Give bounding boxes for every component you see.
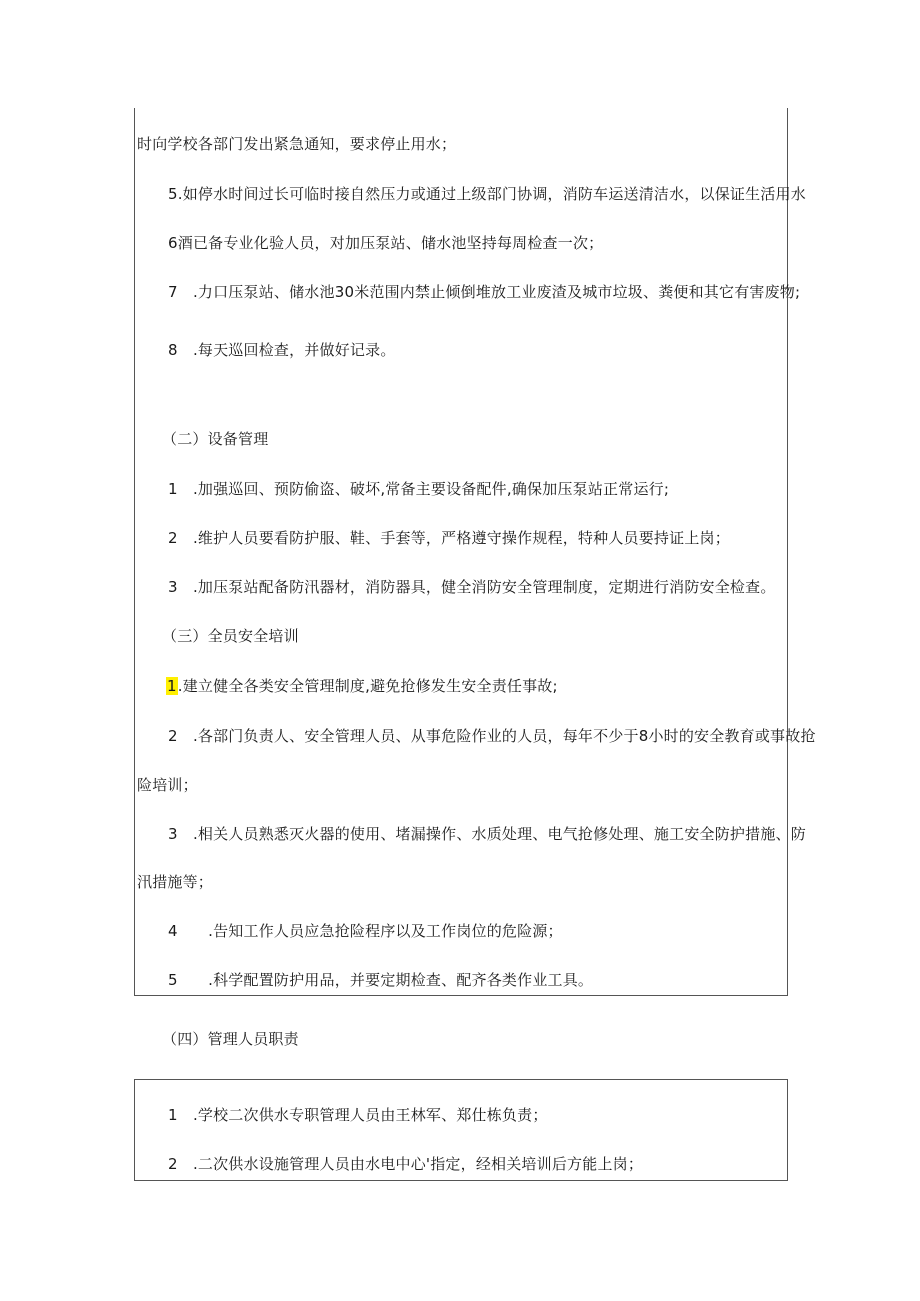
- list-item: 5.如停水时间过长可临时接自然压力或通过上级部门协调，消防车运送清洁水，以保证生活用水: [168, 185, 806, 203]
- list-item: 8 .每天巡回检查，并做好记录。: [168, 341, 396, 359]
- list-item: 3 .相关人员熟悉灭火器的使用、堵漏操作、水质处理、电气抢修处理、施工安全防护措施、防: [168, 825, 806, 843]
- list-item: 3 .加压泵站配备防汛器材，消防器具，健全消防安全管理制度，定期进行消防安全检查。: [168, 578, 776, 596]
- list-item: 2 .各部门负责人、安全管理人员、从事危险作业的人员，每年不少于8小时的安全教育或事故抢: [168, 727, 816, 745]
- list-item: 5 .科学配置防护用品，并要定期检查、配齐各类作业工具。: [168, 971, 594, 989]
- list-item: 1 .学校二次供水专职管理人员由王林军、郑仕栋负责；: [168, 1106, 548, 1124]
- highlighted-number: 1: [167, 677, 177, 695]
- paragraph-line: 时向学校各部门发出紧急通知，要求停止用水；: [137, 135, 457, 153]
- list-item-continuation: 汛措施等；: [137, 873, 214, 891]
- list-item-continuation: 险培训；: [137, 776, 198, 794]
- section-heading: （二）设备管理: [162, 430, 269, 448]
- list-item: 2 .维护人员要看防护服、鞋、手套等，严格遵守操作规程，特种人员要持证上岗；: [168, 529, 730, 547]
- list-item: 1 .加强巡回、预防偷盗、破坏,常备主要设备配件,确保加压泵站正常运行;: [168, 480, 670, 498]
- section-heading: （三）全员安全培训: [162, 627, 299, 645]
- list-item: [166, 676, 558, 696]
- list-item-text: .建立健全各类安全管理制度,避免抢修发生安全责任事故;: [177, 677, 558, 695]
- section-heading: （四）管理人员职责: [162, 1030, 299, 1048]
- list-item: 4 .告知工作人员应急抢险程序以及工作岗位的危险源；: [168, 922, 563, 940]
- list-item: 2 .二次供水设施管理人员由水电中心'指定，经相关培训后方能上岗；: [168, 1155, 644, 1173]
- list-item: 7 .力口压泵站、储水池30米范围内禁止倾倒堆放工业废渣及城市垃圾、粪便和其它有害废物;: [168, 283, 801, 301]
- list-item: 6酒已备专业化验人员，对加压泵站、储水池坚持每周检查一次；: [168, 234, 604, 252]
